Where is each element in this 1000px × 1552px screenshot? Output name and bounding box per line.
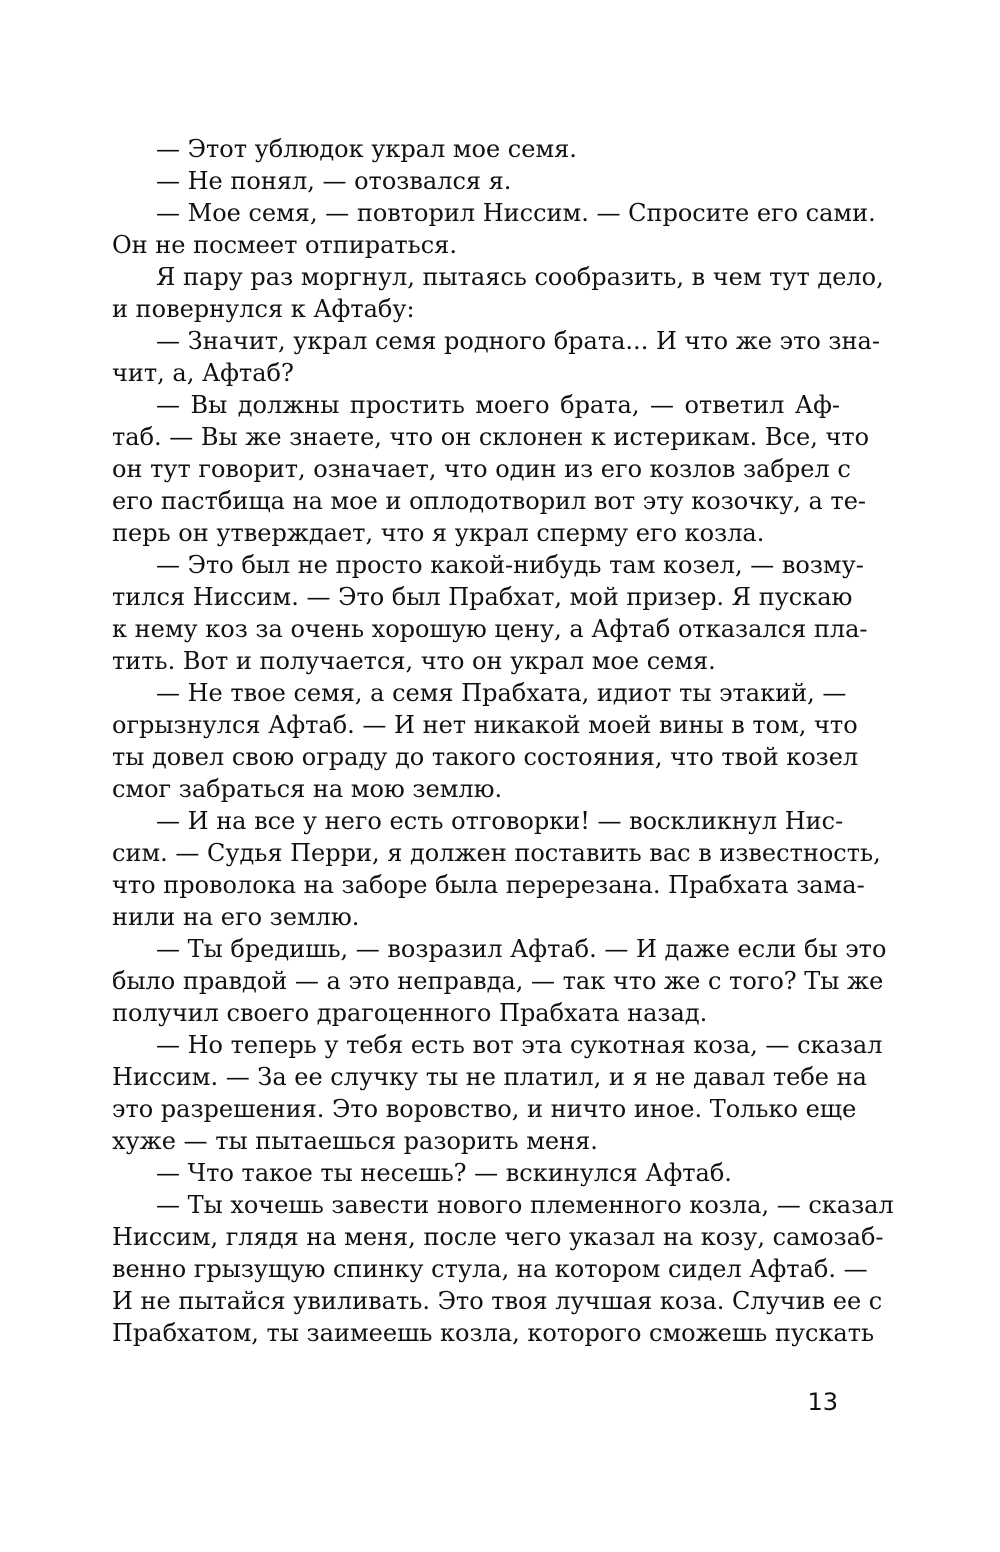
text-line: — Мое семя, — повторил Ниссим. — Спросите его сами. (156, 199, 876, 227)
text-line: — Значит, украл семя родного брата... И что же это зна- (156, 327, 880, 355)
text-line: к нему коз за очень хорошую цену, а Афтаб отказался пла- (112, 615, 868, 643)
text-line: — Этот ублюдок украл мое семя. (156, 135, 577, 163)
text-line: нили на его землю. (112, 903, 360, 931)
text-line: чит, а, Афтаб? (112, 359, 294, 387)
text-line: огрызнулся Афтаб. — И нет никакой моей вины в том, что (112, 711, 858, 739)
text-line: сим. — Судья Перри, я должен поставить вас в известность, (112, 839, 881, 867)
text-line: — Ты хочешь завести нового племенного козла, — сказал (156, 1191, 894, 1219)
text-line: И не пытайся увиливать. Это твоя лучшая коза. Случив ее с (112, 1287, 883, 1315)
text-line: он тут говорит, означает, что один из его козлов забрел с (112, 455, 851, 483)
text-line: тить. Вот и получается, что он украл мое семя. (112, 647, 716, 675)
text-line: Ниссим, глядя на меня, после чего указал на козу, самозаб- (112, 1223, 884, 1251)
text-line: — Не понял, — отозвался я. (156, 167, 512, 195)
text-line: Прабхатом, ты заимеешь козла, которого сможешь пускать (112, 1319, 875, 1347)
text-line: — Что такое ты несешь? — вскинулся Афтаб. (156, 1159, 732, 1187)
text-line: смог забраться на мою землю. (112, 775, 503, 803)
text-line: таб. — Вы же знаете, что он склонен к истерикам. Все, что (112, 423, 870, 451)
text-line: — Не твое семя, а семя Прабхата, идиот ты этакий, — (156, 679, 847, 707)
text-line: хуже — ты пытаешься разорить меня. (112, 1127, 598, 1155)
text-line: перь он утверждает, что я украл сперму его козла. (112, 519, 765, 547)
text-line: и повернулся к Афтабу: (112, 295, 415, 323)
text-line: — И на все у него есть отговорки! — воскликнул Нис- (156, 807, 844, 835)
text-line: получил своего драгоценного Прабхата назад. (112, 999, 708, 1027)
text-line: — Ты бредишь, — возразил Афтаб. — И даже если бы это (156, 935, 887, 963)
text-line: — Но теперь у тебя есть вот эта сукотная коза, — сказал (156, 1031, 883, 1059)
text-line: — Вы должны простить моего брата, — ответил Аф- (156, 391, 840, 419)
body-text (112, 133, 894, 1349)
page-number: 13 (807, 1388, 838, 1416)
text-line: венно грызущую спинку стула, на котором сидел Афтаб. — (112, 1255, 868, 1283)
text-line: Ниссим. — За ее случку ты не платил, и я не давал тебе на (112, 1063, 867, 1091)
text-line: что проволока на заборе была перерезана. Прабхата зама- (112, 871, 865, 899)
text-line: тился Ниссим. — Это был Прабхат, мой призер. Я пускаю (112, 583, 853, 611)
text-line: — Это был не просто какой-нибудь там козел, — возму- (156, 551, 864, 579)
text-line: его пастбища на мое и оплодотворил вот эту козочку, а те- (112, 487, 867, 515)
text-line: Я пару раз моргнул, пытаясь сообразить, в чем тут дело, (156, 263, 884, 291)
text-line: это разрешения. Это воровство, и ничто иное. Только еще (112, 1095, 857, 1123)
text-line: Он не посмеет отпираться. (112, 231, 457, 259)
text-line: было правдой — а это неправда, — так что же с того? Ты же (112, 967, 884, 995)
text-line: ты довел свою ограду до такого состояния, что твой козел (112, 743, 859, 771)
